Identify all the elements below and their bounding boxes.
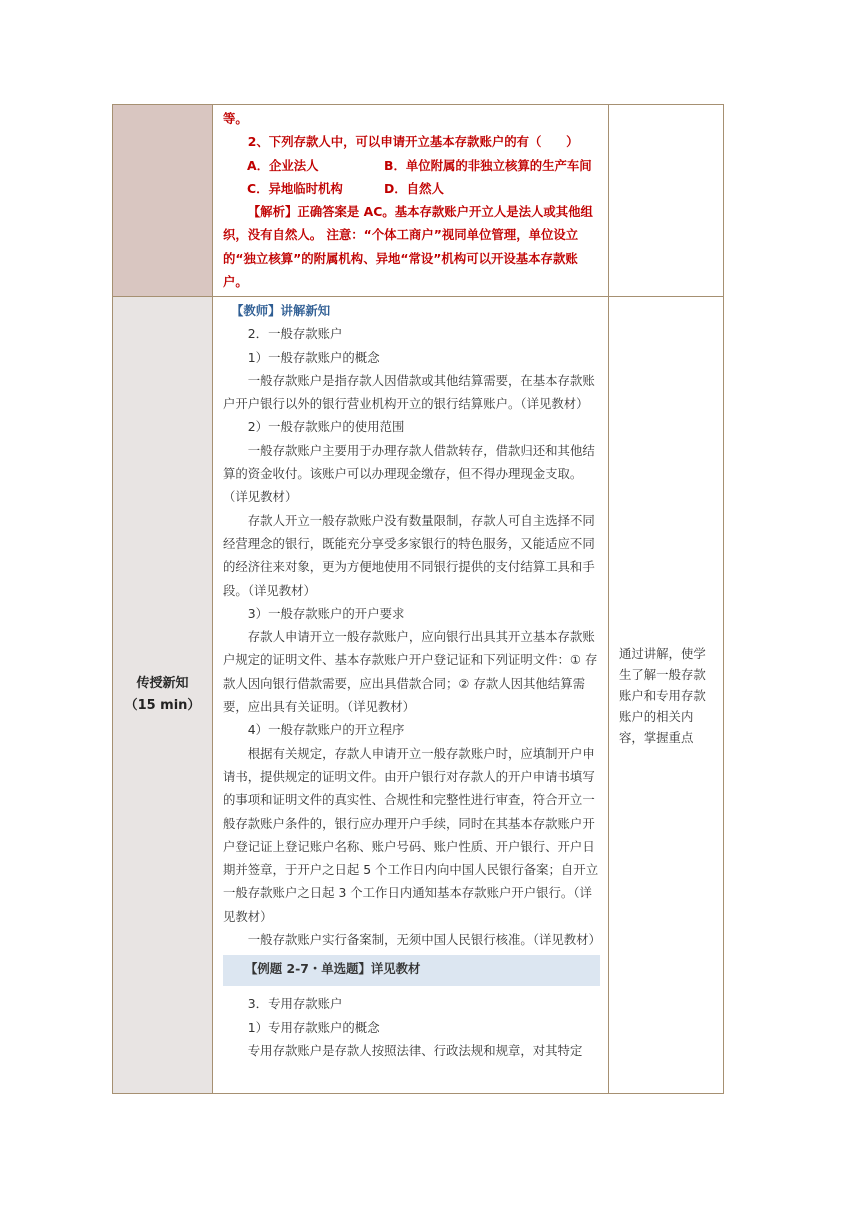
paragraph-filing: 一般存款账户实行备案制，无须中国人民银行核准。（详见教材） (247, 932, 601, 948)
teacher-heading: 【教师】讲解新知 (231, 303, 331, 318)
paragraph-procedure: 根据有关规定，存款人申请开立一般存款账户时，应填制开户申请书，提供规定的证明文件。由开户银行对存款人的开户申请书填写的事项和证明文件的真实性、合规性和完整性进行审查，符合开立一般存款账户条件的，银行应办理开户手续，同时在其基本存款账户开户登记证上登记账户名称、账户号码、账户性质、开户银行、开户日期并签章，于开户之日起 5 个工作日内向中国人民银行备案；自开立一般存款账户之日起 3 个工作日内通知基本存款账户开户银行。（详见教材） (223, 745, 599, 924)
paragraph-scope-2: 存款人开立一般存款账户没有数量限制，存款人可自主选择不同经营理念的银行，既能充分享受多家银行的特色服务，又能适应不同的经济往来对象，更为方便地使用不同银行提供的支付结算工具和手段。（详见教材） (223, 512, 595, 598)
content-cell (213, 297, 609, 1094)
option-c: C．异地临时机构 (247, 180, 343, 196)
paragraph-scope: 一般存款账户主要用于办理存款人借款转存，借款归还和其他结算的资金收付。该账户可以办理现金缴存，但不得办理现金支取。（详见教材） (223, 442, 595, 505)
teaching-note: 通过讲解，使学生了解一般存款账户和专用存款账户的相关内容，掌握重点 (619, 645, 706, 745)
options-row-1 (223, 154, 600, 177)
note-cell (609, 105, 724, 297)
content-cell (213, 105, 609, 297)
note-cell (609, 297, 724, 1094)
heading-special-account: 3．专用存款账户 (247, 996, 343, 1012)
options-row-2 (223, 177, 600, 200)
table-row-exercise (113, 105, 724, 297)
table-row-new-knowledge (113, 297, 724, 1094)
subheading-concept: 1）一般存款账户的概念 (247, 349, 380, 365)
heading-general-account: 2．一般存款账户 (247, 326, 343, 342)
paragraph-special-concept: 专用存款账户是存款人按照法律、行政法规和规章，对其特定 (247, 1042, 583, 1058)
option-d: D．自然人 (384, 180, 444, 196)
section-label-cell (113, 105, 213, 297)
analysis-text: 【解析】正确答案是 AC。基本存款账户开立人是法人或其他组织，没有自然人。 注意：“个体工商户”视同单位管理，单位设立的“独立核算”的附属机构、异地“常设”机构可以开设基本存款账户。 (223, 204, 593, 290)
paragraph-requirements: 存款人申请开立一般存款账户，应向银行出具其开立基本存款账户规定的证明文件、基本存款账户开户登记证和下列证明文件：① 存款人因向银行借款需要，应出具借款合同；② 存款人因其他结算需要，应出具有关证明。（详见教材） (223, 629, 598, 715)
subheading-special-concept: 1）专用存款账户的概念 (247, 1019, 380, 1035)
section-title: 传授新知 (136, 676, 189, 691)
subheading-requirements: 3）一般存款账户的开户要求 (247, 605, 405, 621)
option-b: B．单位附属的非独立核算的生产车间 (384, 157, 592, 173)
section-label-cell (113, 297, 213, 1094)
continued-text: 等。 (223, 111, 248, 126)
option-a: A．企业法人 (247, 157, 319, 173)
lesson-plan-table (112, 104, 724, 1094)
example-box: 【例题 2-7・单选题】详见教材 (223, 955, 600, 986)
question-text: 2、下列存款人中，可以申请开立基本存款账户的有（ ） (247, 134, 579, 150)
subheading-scope: 2）一般存款账户的使用范围 (247, 419, 405, 435)
paragraph-concept: 一般存款账户是指存款人因借款或其他结算需要，在基本存款账户开户银行以外的银行营业机构开立的银行结算账户。（详见教材） (223, 372, 595, 412)
subheading-procedure: 4）一般存款账户的开立程序 (247, 722, 405, 738)
section-time: （15 min） (124, 698, 201, 713)
